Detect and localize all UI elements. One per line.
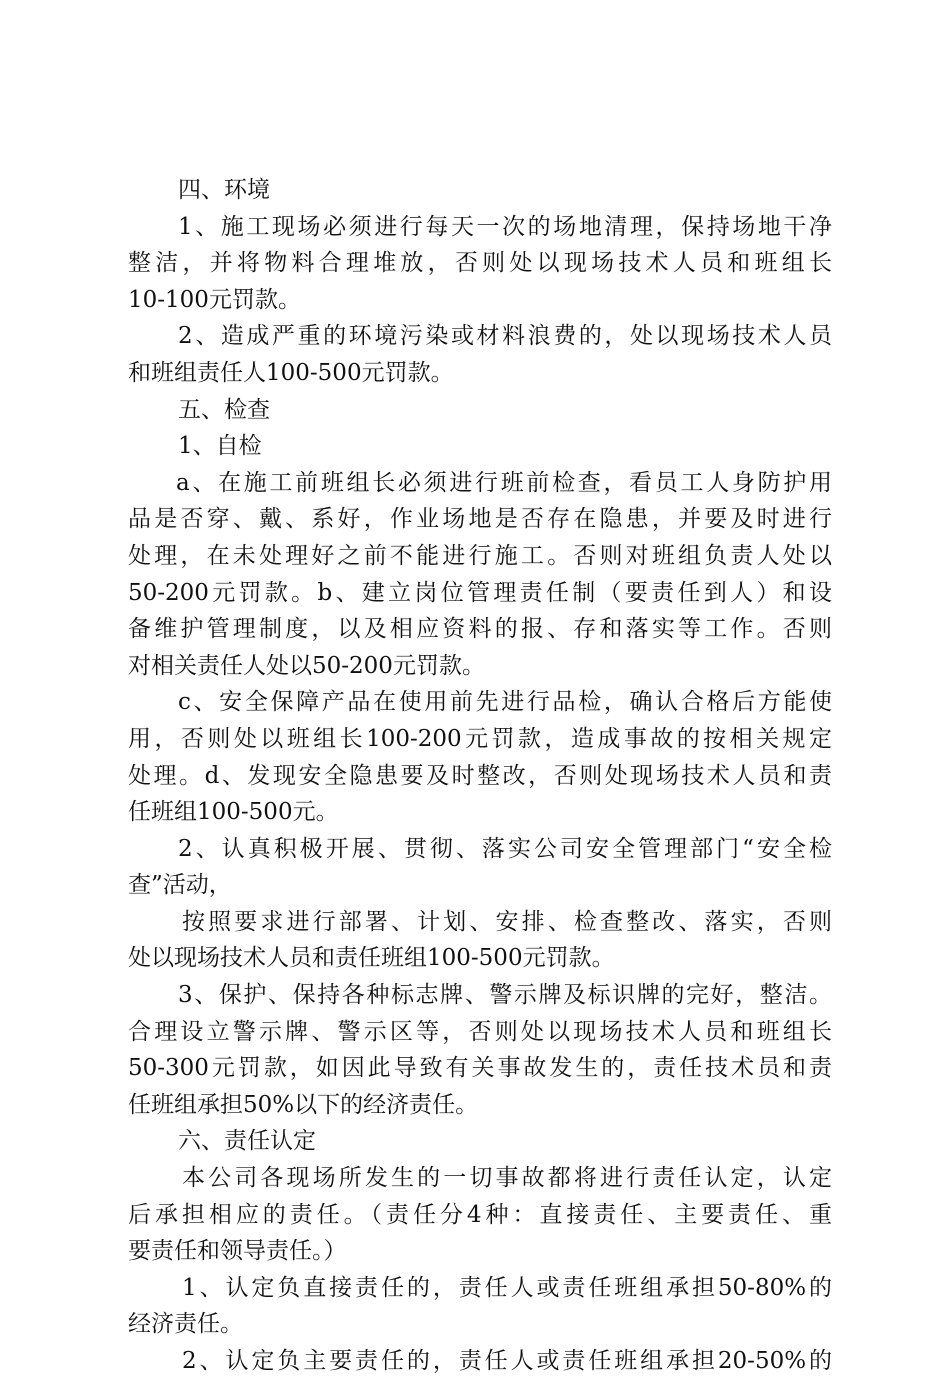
heading-inspection: 五、检查 [178,396,270,423]
paragraph-line: c、安全保障产品在使用前先进行品检，确认合格后方能使 [178,689,832,716]
paragraph-line: 按照要求进行部署、计划、安排、检查整改、落实，否则 [182,908,832,935]
paragraph-line: 2、认真积极开展、贯彻、落实公司安全管理部门“安全检 [178,835,832,862]
paragraph-line: 整洁，并将物料合理堆放，否则处以现场技术人员和班组长 [128,250,832,277]
paragraph-line: 处理。d、发现安全隐患要及时整改，否则处现场技术人员和责 [128,762,832,789]
paragraph-line: 3、保护、保持各种标志牌、警示牌及标识牌的完好，整洁。 [178,982,832,1009]
subheading-self-check: 1、自检 [178,433,262,460]
paragraph-line: 和班组责任人100-500元罚款。 [128,359,454,386]
paragraph-line: 查”活动， [128,872,232,899]
paragraph-line: 任班组100-500元。 [128,799,339,826]
paragraph-line: a、在施工前班组长必须进行班前检查，看员工人身防护用 [176,469,832,496]
paragraph-line: 1、施工现场必须进行每天一次的场地清理，保持场地干净 [178,213,832,240]
paragraph-line: 备维护管理制度，以及相应资料的报、存和落实等工作。否则 [128,616,832,643]
paragraph-line: 处以现场技术人员和责任班组100-500元罚款。 [128,945,615,972]
paragraph-line: 1、认定负直接责任的，责任人或责任班组承担50-80%的 [182,1274,832,1301]
paragraph-line: 2、认定负主要责任的，责任人或责任班组承担20-50%的 [182,1348,832,1374]
paragraph-line: 处理，在未处理好之前不能进行施工。否则对班组负责人处以 [128,542,832,569]
paragraph-line: 2、造成严重的环境污染或材料浪费的，处以现场技术人员 [178,323,832,350]
paragraph-line: 50-300元罚款，如因此导致有关事故发生的，责任技术员和责 [128,1055,832,1082]
heading-environment: 四、环境 [178,177,270,203]
paragraph-line: 本公司各现场所发生的一切事故都将进行责任认定，认定 [182,1165,832,1192]
paragraph-line: 50-200元罚款。b、建立岗位管理责任制（要责任到人）和设 [128,579,832,606]
document-body [128,172,832,1380]
paragraph-line: 要责任和领导责任。） [128,1238,347,1265]
paragraph-line: 对相关责任人处以50-200元罚款。 [128,652,485,679]
paragraph-line: 后承担相应的责任。（责任分4种：直接责任、主要责任、重 [128,1201,832,1228]
paragraph-line: 品是否穿、戴、系好，作业场地是否存在隐患，并要及时进行 [128,506,832,533]
paragraph-line: 经济责任。 [128,1311,243,1338]
paragraph-line: 用，否则处以班组长100-200元罚款，造成事故的按相关规定 [128,725,832,752]
paragraph-line: 10-100元罚款。 [128,286,301,313]
paragraph-line: 任班组承担50%以下的经济责任。 [128,1091,479,1118]
heading-responsibility: 六、责任认定 [178,1128,316,1155]
paragraph-line: 合理设立警示牌、警示区等，否则处以现场技术人员和班组长 [128,1018,832,1045]
